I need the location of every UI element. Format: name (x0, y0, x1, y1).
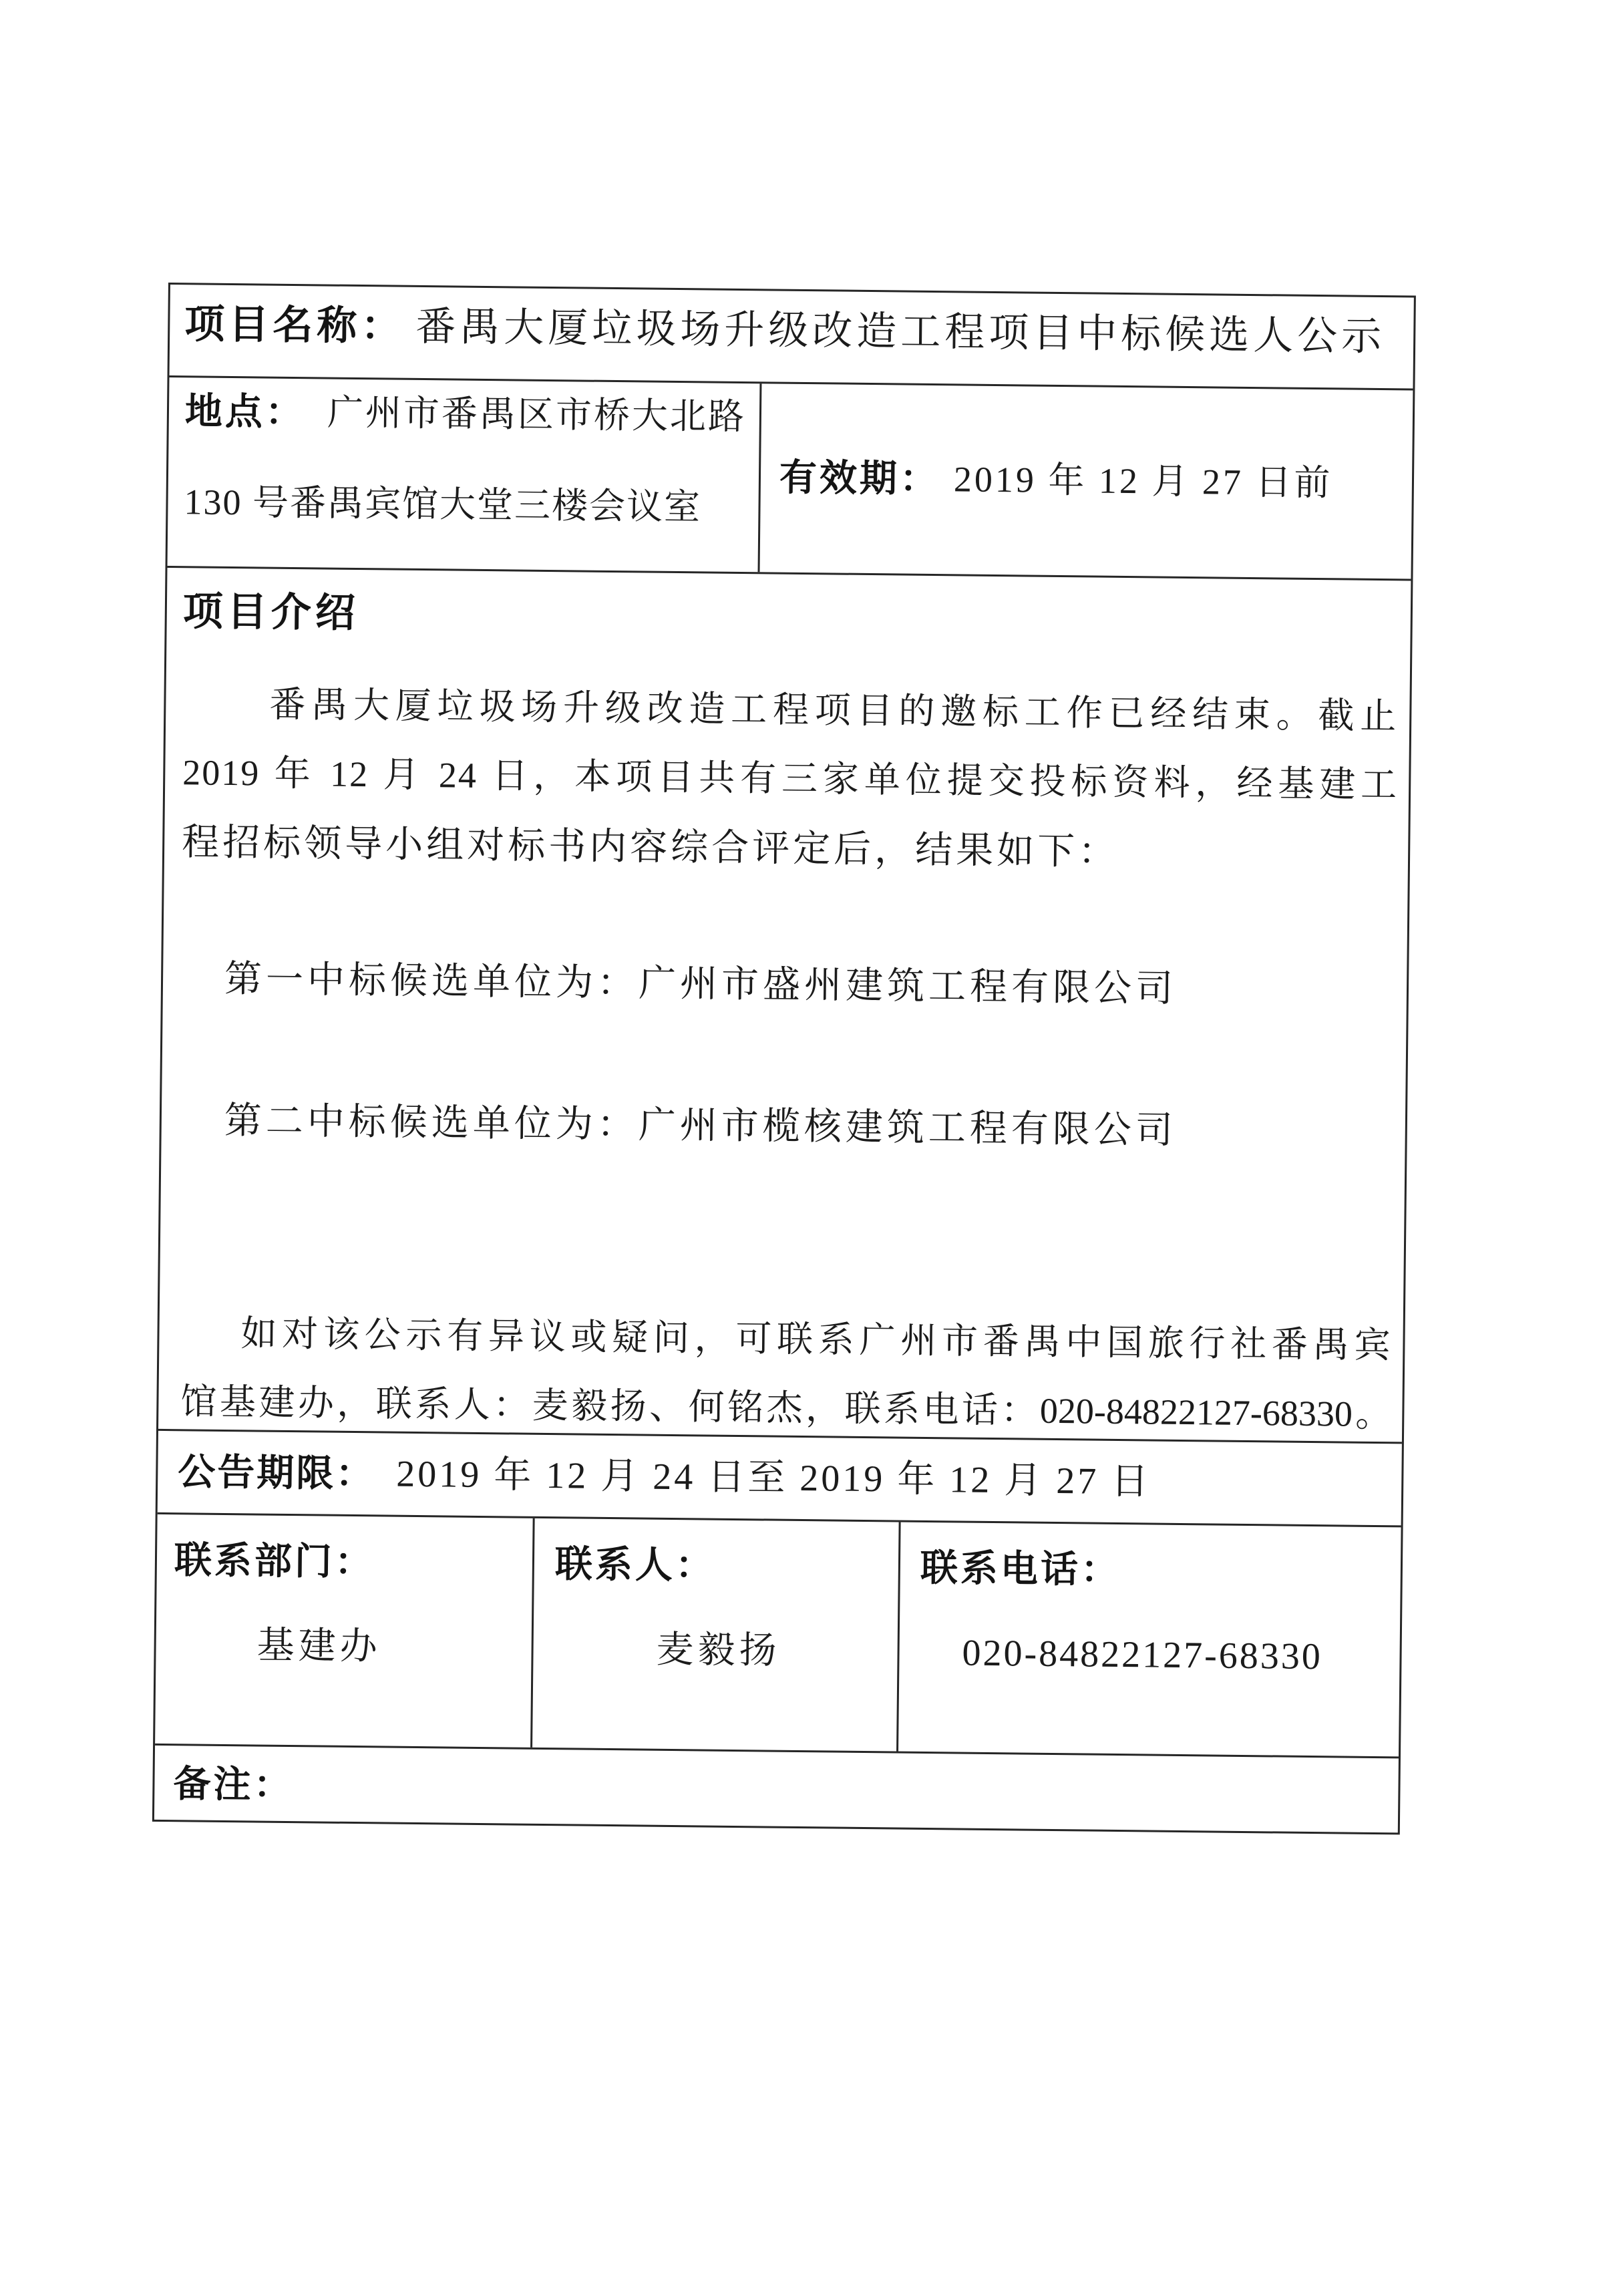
phone-label: 联系电话： (920, 1546, 1121, 1591)
notice-table (152, 283, 1416, 1834)
notice-period-value: 2019 年 12 月 24 日至 2019 年 12 月 27 日 (396, 1453, 1151, 1503)
introduction-heading: 项目介绍 (182, 589, 360, 636)
contact-note-line: 如对该公示有异议或疑问，可联系广州市番禺中国旅行社番禺宾 (240, 1313, 1393, 1366)
contact-person-cell (532, 1518, 901, 1752)
contact-note-line: 馆基建办，联系人：麦毅扬、何铭杰，联系电话：020-84822127-68330。 (180, 1381, 1392, 1435)
remarks-label: 备注： (173, 1762, 294, 1806)
first-candidate: 第一中标候选单位为：广州市盛州建筑工程有限公司 (224, 958, 1178, 1010)
introduction-line: 2019 年 12 月 24 日，本项目共有三家单位提交投标资料，经基建工 (182, 752, 1399, 806)
location-line-1: 广州市番禺区市桥大北路 (327, 392, 747, 438)
project-name-label: 项目名称： (184, 301, 405, 349)
location-label: 地点： (184, 389, 306, 434)
validity-value: 2019 年 12 月 27 日前 (953, 459, 1333, 504)
introduction-line: 番禺大厦垃圾场升级改造工程项目的邀标工作已经结束。截止 (269, 684, 1399, 737)
validity-label: 有效期： (779, 456, 940, 500)
project-name-value: 番禺大厦垃圾场升级改造工程项目中标候选人公示 (415, 304, 1386, 359)
table-row-project-name (170, 285, 1414, 388)
location-cell (168, 377, 762, 572)
department-value: 基建办 (256, 1625, 381, 1668)
validity-cell (760, 383, 1413, 579)
department-label: 联系部门： (174, 1538, 375, 1583)
phone-cell (898, 1522, 1401, 1757)
second-candidate: 第二中标候选单位为：广州市榄核建筑工程有限公司 (224, 1100, 1178, 1152)
location-line-2: 130 号番禺宾馆大堂三楼会议室 (184, 482, 702, 528)
table-row-location-validity (168, 375, 1413, 579)
introduction-line: 程招标领导小组对标书内容综合评定后，结果如下： (181, 822, 1119, 873)
department-cell (155, 1514, 535, 1748)
table-row-notice-period (158, 1429, 1402, 1525)
table-row-contacts (155, 1512, 1401, 1756)
table-row-remarks (154, 1744, 1399, 1832)
phone-value: 020-84822127-68330 (962, 1632, 1323, 1678)
table-row-introduction (158, 566, 1411, 1442)
contact-person-value: 麦毅扬 (656, 1629, 781, 1672)
contact-person-label: 联系人： (554, 1542, 716, 1587)
notice-period-label: 公告期限： (178, 1450, 375, 1495)
